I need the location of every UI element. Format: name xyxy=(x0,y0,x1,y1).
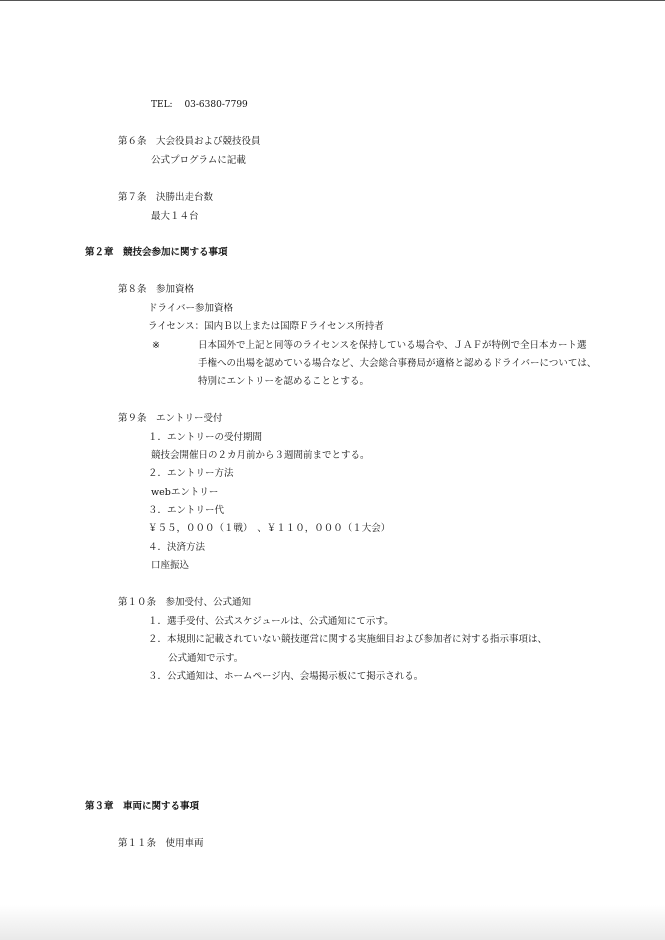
article-10-item-3: ３．公式通知は、ホームページ内、会場掲示板にて掲示される。 xyxy=(148,671,424,682)
article-7-heading: 第７条 決勝出走台数 xyxy=(118,192,214,203)
article-10-heading: 第１０条 参加受付、公式通知 xyxy=(118,597,252,608)
article-9-heading: 第９条 エントリー受付 xyxy=(118,413,223,424)
contact-tel: TEL: 03-6380-7799 xyxy=(151,100,248,110)
chapter-2-heading: 第２章 競技会参加に関する事項 xyxy=(85,247,228,258)
article-8-note-line-2: 手権への出場を認めている場合など、大会総合事務局が適格と認めるドライバーについては、 xyxy=(198,358,597,369)
page-bottom-shadow xyxy=(0,905,665,940)
article-9-item-1-body: 競技会開催日の２カ月前から３週間前までとする。 xyxy=(151,450,370,461)
article-9-item-3-body: ￥５５，０００（１戦） 、￥１１０，０００（１大会） xyxy=(148,523,391,534)
article-10-item-1: １．選手受付、公式スケジュールは、公式通知にて示す。 xyxy=(148,616,394,627)
page-top-border xyxy=(0,0,665,1)
article-10-item-2: ２．本規則に記載されていない競技運営に関する実施細目および参加者に対する指示事項は、 xyxy=(148,634,548,645)
article-8-note-line-1: 日本国外で上記と同等のライセンスを保持している場合や、ＪＡＦが特例で全日本カート選 xyxy=(198,340,587,351)
chapter-3-heading: 第３章 車両に関する事項 xyxy=(85,801,200,812)
article-8-line-2: ライセンス：国内Ｂ以上または国際Ｆライセンス所持者 xyxy=(148,321,384,332)
article-10-item-2-body: 公式通知で示す。 xyxy=(168,653,244,664)
article-8-note-mark: ※ xyxy=(152,340,160,351)
article-8-line-1: ドライバー参加資格 xyxy=(148,303,234,314)
article-7-body: 最大１４台 xyxy=(151,211,199,222)
article-9-item-4-body: 口座振込 xyxy=(151,560,190,571)
article-9-item-4: ４．決済方法 xyxy=(148,542,206,553)
article-11-heading: 第１１条 使用車両 xyxy=(118,838,204,849)
article-9-item-2: ２．エントリー方法 xyxy=(148,468,234,479)
article-9-item-2-body: webエントリー xyxy=(151,487,219,498)
article-9-item-1: １．エントリーの受付期間 xyxy=(148,432,263,443)
article-9-item-3: ３．エントリー代 xyxy=(148,505,225,516)
article-6-body: 公式プログラムに記載 xyxy=(151,155,246,166)
article-6-heading: 第６条 大会役員および競技役員 xyxy=(118,136,261,147)
article-8-note-line-3: 特別にエントリーを認めることとする。 xyxy=(198,376,370,387)
article-8-heading: 第８条 参加資格 xyxy=(118,284,195,295)
